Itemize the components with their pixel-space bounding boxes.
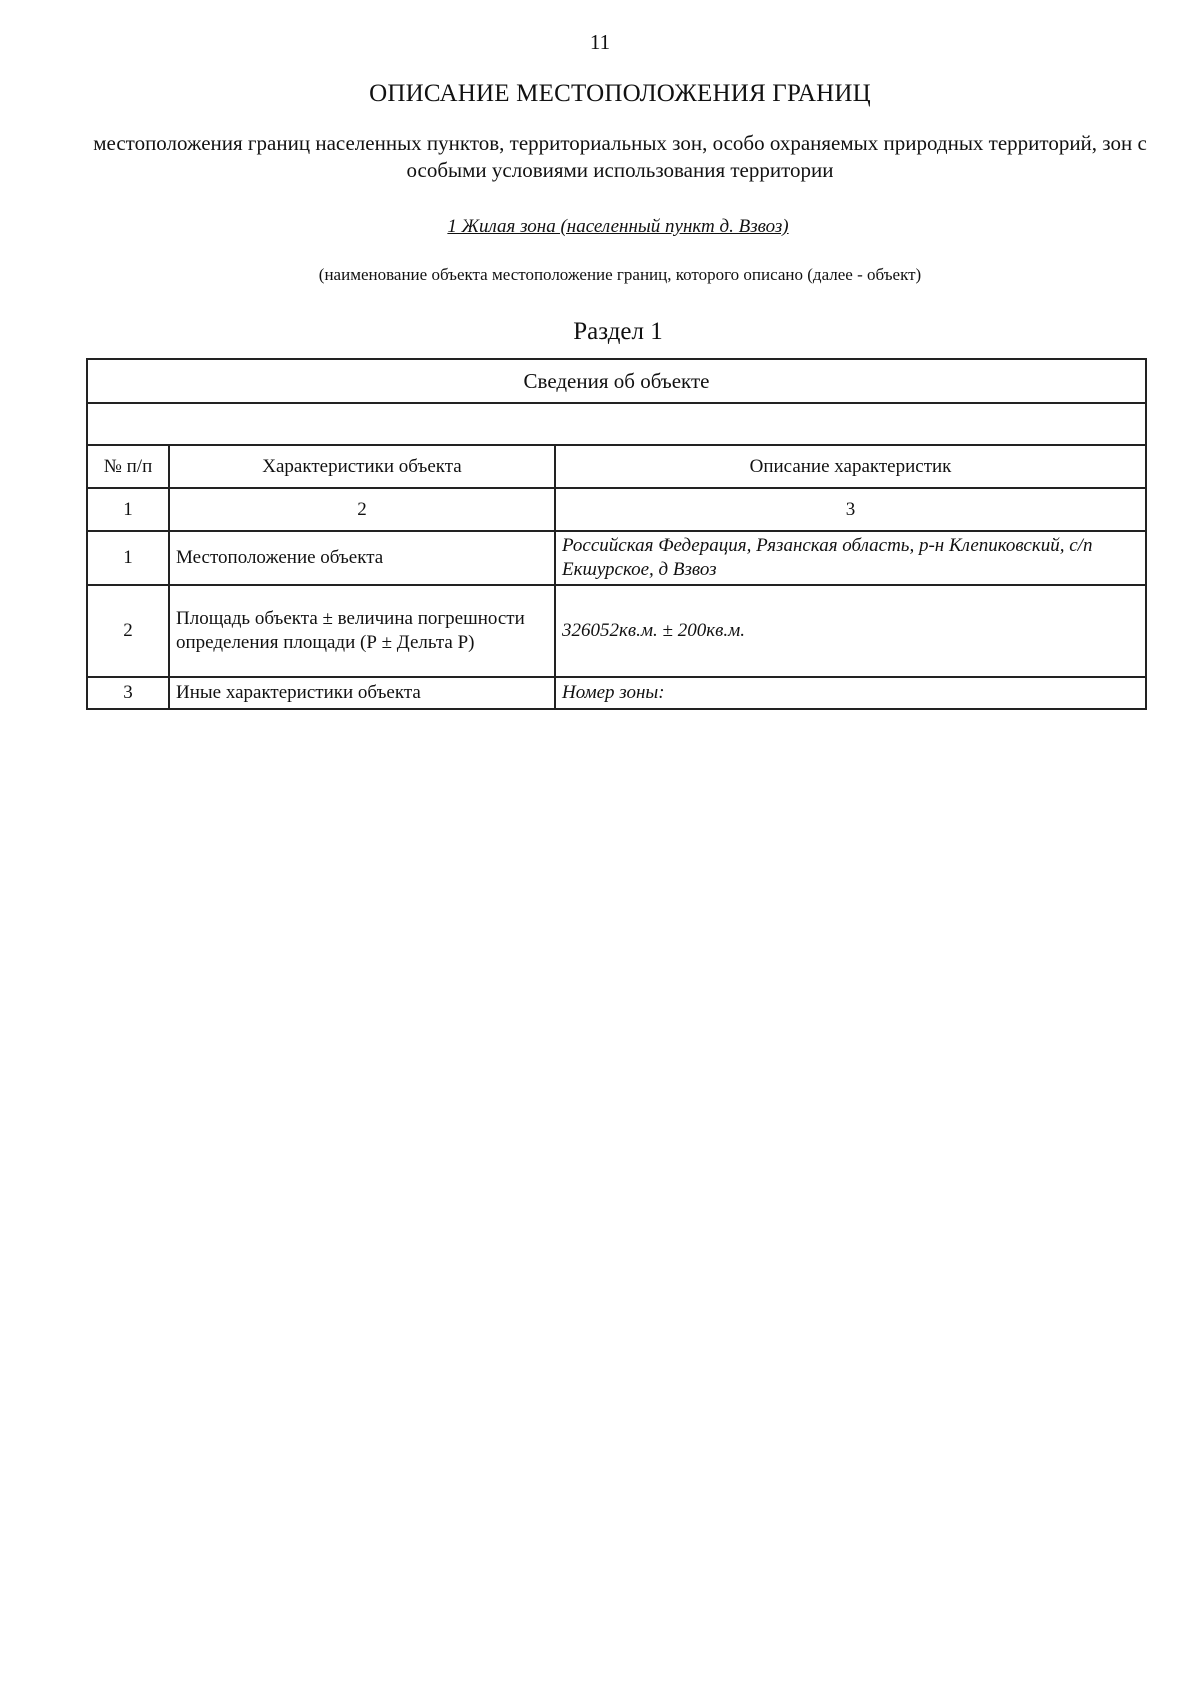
row-characteristic: Площадь объекта ± величина погрешности определения площади (Р ± Дельта Р) [169,585,555,677]
table-row [87,531,1146,585]
section-title: Раздел 1 [573,318,663,345]
table-empty-row [87,403,1146,445]
table-column-index-row [87,488,1146,531]
row-characteristic: Иные характеристики объекта [169,677,555,709]
table-title-row [87,359,1146,403]
row-description: Российская Федерация, Рязанская область, р-н Клепиковский, с/п Екшурское, д Взвоз [555,531,1146,585]
column-index-3: 3 [555,488,1146,531]
table-row [87,677,1146,709]
document-title: ОПИСАНИЕ МЕСТОПОЛОЖЕНИЯ ГРАНИЦ [369,80,871,107]
table-header-row [87,445,1146,488]
row-description: 326052кв.м. ± 200кв.м. [555,585,1146,677]
row-number: 3 [87,677,169,709]
table-title: Сведения об объекте [87,359,1146,403]
object-name-caption: (наименование объекта местоположение границ, которого описано (далее - объект) [318,265,922,284]
page-number: 11 [589,30,611,54]
row-characteristic: Местоположение объекта [169,531,555,585]
column-index-1: 1 [87,488,169,531]
table-empty-cell [87,403,1146,445]
object-info-table [86,358,1147,710]
row-description: Номер зоны: [555,677,1146,709]
column-index-2: 2 [169,488,555,531]
row-number: 1 [87,531,169,585]
header-number: № п/п [87,445,169,488]
table-row [87,585,1146,677]
header-characteristic: Характеристики объекта [169,445,555,488]
object-name: 1 Жилая зона (населенный пункт д. Взвоз) [447,216,789,237]
row-number: 2 [87,585,169,677]
header-description: Описание характеристик [555,445,1146,488]
document-subtitle: местоположения границ населенных пунктов, территориальных зон, особо охраняемых природных территорий, зон с особыми условиями использования территории [93,131,1147,182]
